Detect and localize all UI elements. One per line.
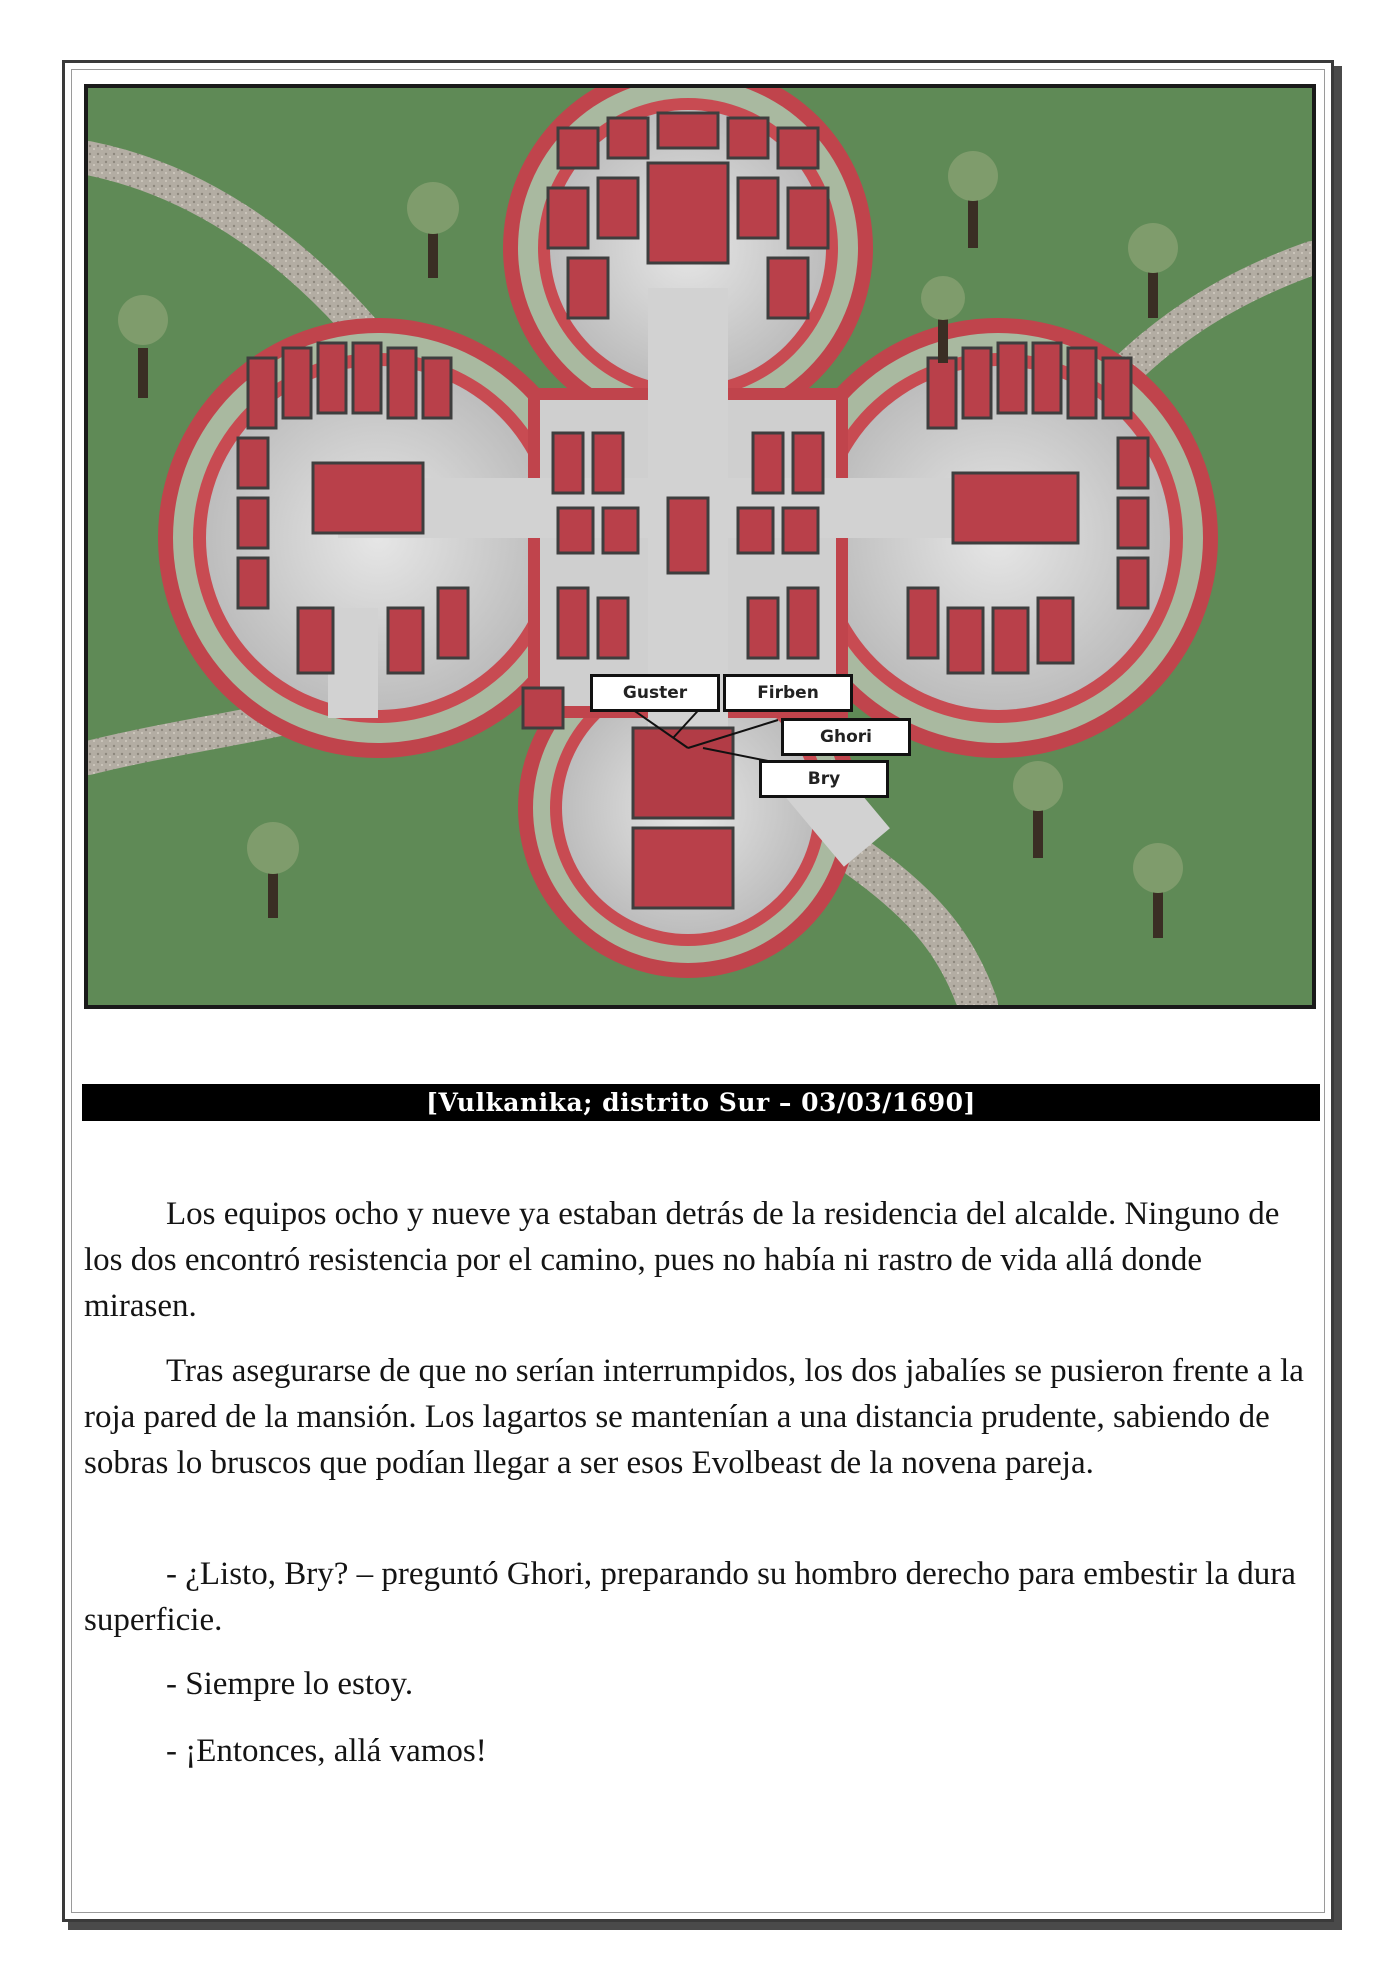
paragraph-4: - Siempre lo estoy.	[166, 1666, 414, 1702]
paragraph-3: - ¿Listo, Bry? – preguntó Ghori, preparando su hombro derecho para embestir la dura superficie.	[84, 1556, 1296, 1638]
district-map	[84, 84, 1316, 1009]
paragraph-1: Los equipos ocho y nueve ya estaban detrás de la residencia del alcalde. Ninguno de los dos encontró resistencia por el camino, pues no había ni rastro de vida allá donde mirasen.	[84, 1196, 1280, 1324]
map-label-guster: Guster	[590, 674, 720, 712]
map-label-firben: Firben	[723, 674, 853, 712]
map-label-ghori: Ghori	[781, 718, 911, 756]
map-label-bry: Bry	[759, 760, 889, 798]
paragraph-2: Tras asegurarse de que no serían interrumpidos, los dos jabalíes se pusieron frente a la roja pared de la mansión. Los lagartos se mantenían a una distancia prudente, sabiendo de sobras lo bruscos que podían llegar a ser esos Evolbeast de la novena pareja.	[84, 1353, 1304, 1481]
paragraph-5: - ¡Entonces, allá vamos!	[166, 1733, 487, 1769]
district-map-illustration	[88, 88, 1312, 1005]
scene-header-banner: [Vulkanika; distrito Sur – 03/03/1690]	[82, 1084, 1320, 1121]
